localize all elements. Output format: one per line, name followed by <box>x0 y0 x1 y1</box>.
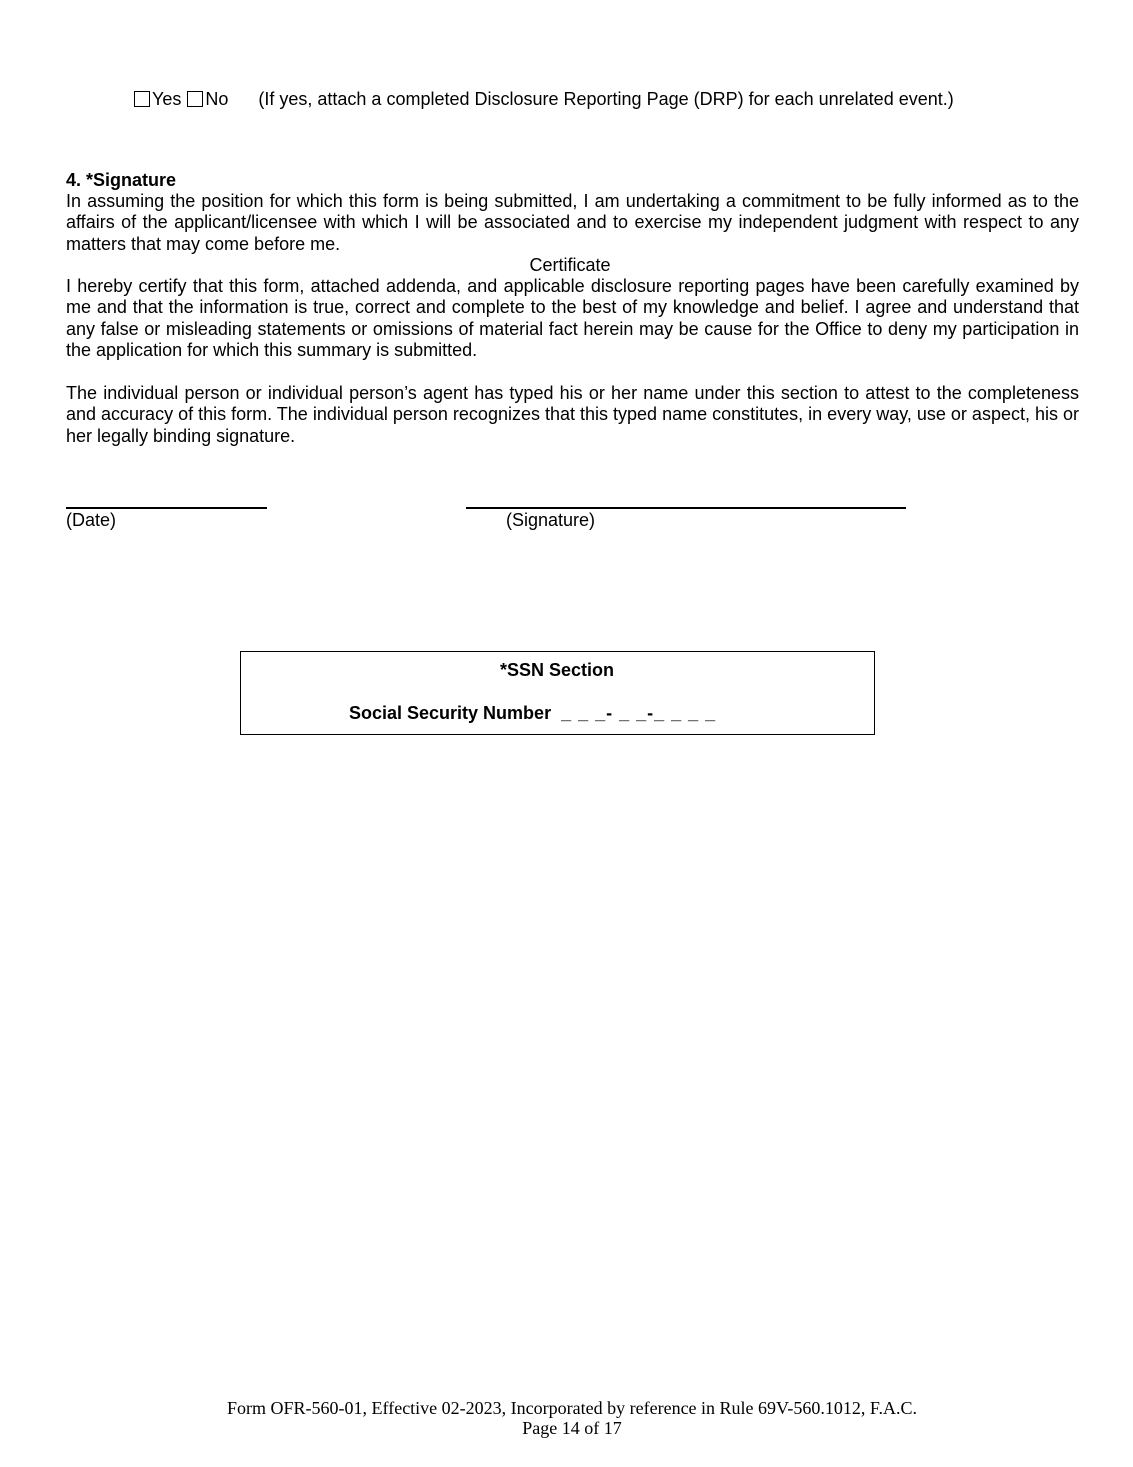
signature-section-title: 4. *Signature <box>66 170 177 190</box>
certificate-heading: Certificate <box>529 255 611 275</box>
yes-checkbox[interactable] <box>134 91 150 107</box>
yes-label: Yes <box>152 89 182 109</box>
ssn-section-box <box>240 651 875 735</box>
signature-intro-paragraph: In assuming the position for which this form is being submitted, I am undertaking a commitment to be fully informed as to the affairs of the applicant/licensee with which I will be associated and to exercise my independent judgment with respect to any matters that may come before me. <box>66 191 1079 254</box>
drp-instruction: (If yes, attach a completed Disclosure Reporting Page (DRP) for each unrelated event.) <box>258 89 954 109</box>
attestation-paragraph: The individual person or individual person’s agent has typed his or her name under this section to attest to the completeness and accuracy of this form. The individual person recognizes that this typed name constitutes, in every way, use or aspect, his or her legally binding signature. <box>66 383 1079 446</box>
signature-label: (Signature) <box>506 510 596 530</box>
no-checkbox[interactable] <box>187 91 203 107</box>
signature-field[interactable] <box>466 507 906 509</box>
disclosure-question-row <box>134 88 954 110</box>
ssn-section-title: *SSN Section <box>499 660 615 680</box>
page-footer <box>0 1398 1133 1438</box>
certificate-paragraph: I hereby certify that this form, attached addenda, and applicable disclosure reporting pages have been carefully examined by me and that the information is true, correct and complete to the best of my knowledge and belief. I agree and understand that any false or misleading statements or omissions of material fact herein may be cause for the Office to deny my participation in the application for which this summary is submitted. <box>66 276 1079 360</box>
page-number: Page 14 of 17 <box>522 1418 622 1438</box>
ssn-input[interactable]: _ _ _- _ _-_ _ _ _ <box>561 703 717 723</box>
no-label: No <box>205 89 229 109</box>
ssn-label: Social Security Number <box>349 703 552 723</box>
date-label: (Date) <box>66 510 117 530</box>
form-reference: Form OFR-560-01, Effective 02-2023, Incorporated by reference in Rule 69V-560.1012, F.A.C. <box>227 1398 917 1418</box>
date-field[interactable] <box>66 507 267 509</box>
ssn-row <box>349 703 716 724</box>
